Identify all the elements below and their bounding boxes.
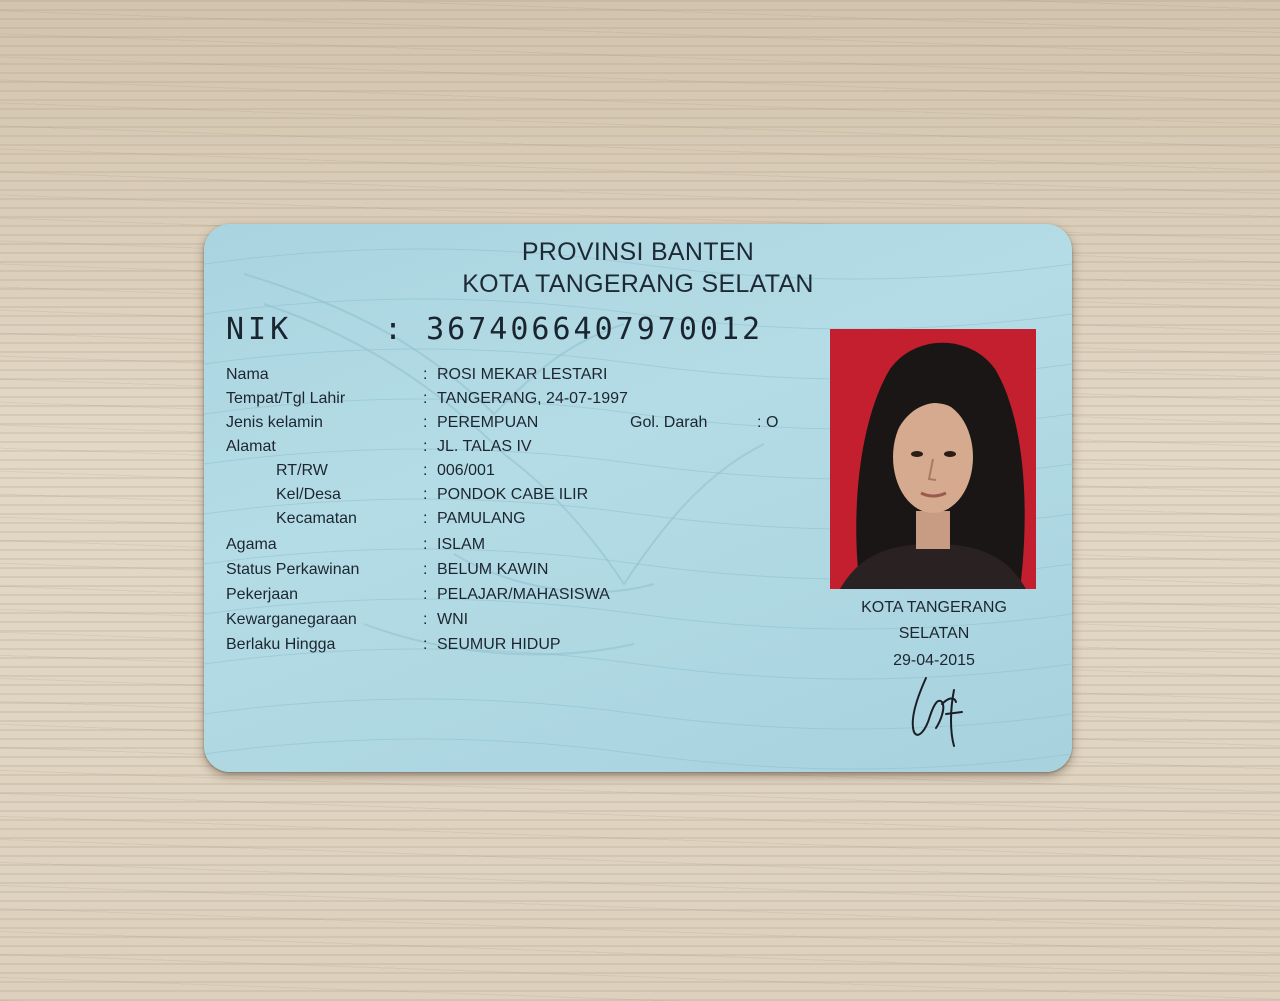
field-value: BELUM KAWIN: [437, 561, 549, 578]
field-label: Status Perkawinan: [226, 561, 360, 578]
field-colon: :: [423, 390, 428, 407]
field-colon: :: [423, 366, 428, 383]
field-colon: :: [423, 561, 428, 578]
city-title: KOTA TANGERANG SELATAN: [462, 270, 814, 298]
nik-label: NIK: [226, 312, 293, 347]
field-label: RT/RW: [276, 462, 328, 479]
field-value: ISLAM: [437, 536, 486, 553]
field-colon: :: [423, 611, 428, 628]
field-label: Kewarganegaraan: [226, 611, 357, 628]
field-value: PAMULANG: [437, 510, 526, 527]
field-label: Kecamatan: [276, 510, 357, 527]
blood-type-colon: :: [757, 414, 762, 431]
field-colon: :: [423, 586, 428, 603]
field-label: Pekerjaan: [226, 586, 299, 603]
blood-type-label: Gol. Darah: [630, 414, 708, 431]
field-label: Agama: [226, 536, 277, 553]
portrait-illustration: [830, 329, 1036, 589]
province-title: PROVINSI BANTEN: [521, 238, 755, 266]
nik-value: : 3674066407970012: [384, 312, 764, 347]
field-value: ROSI MEKAR LESTARI: [437, 366, 608, 383]
field-label: Tempat/Tgl Lahir: [226, 390, 346, 407]
field-value: JL. TALAS IV: [437, 438, 532, 455]
field-colon: :: [423, 414, 428, 431]
field-colon: :: [423, 486, 428, 503]
id-card: [204, 224, 1072, 772]
field-value: 006/001: [437, 462, 495, 479]
field-value: WNI: [437, 611, 469, 628]
field-label: Alamat: [226, 438, 276, 455]
field-colon: :: [423, 510, 428, 527]
issue-city-line1: KOTA TANGERANG: [861, 599, 1007, 616]
field-value: SEUMUR HIDUP: [437, 636, 561, 653]
blood-type-value: O: [766, 414, 779, 431]
field-value: TANGERANG, 24-07-1997: [437, 390, 628, 407]
field-colon: :: [423, 438, 428, 455]
field-colon: :: [423, 462, 428, 479]
signature: [896, 670, 976, 750]
issue-date: 29-04-2015: [893, 652, 975, 669]
field-colon: :: [423, 536, 428, 553]
field-label: Kel/Desa: [276, 486, 341, 503]
field-value: PELAJAR/MAHASISWA: [437, 586, 610, 603]
field-label: Jenis kelamin: [226, 414, 323, 431]
portrait-photo: [830, 329, 1036, 589]
field-value: PEREMPUAN: [437, 414, 539, 431]
issue-city-line2: SELATAN: [898, 625, 970, 642]
field-label: Nama: [226, 366, 269, 383]
field-colon: :: [423, 636, 428, 653]
field-label: Berlaku Hingga: [226, 636, 336, 653]
field-value: PONDOK CABE ILIR: [437, 486, 589, 503]
